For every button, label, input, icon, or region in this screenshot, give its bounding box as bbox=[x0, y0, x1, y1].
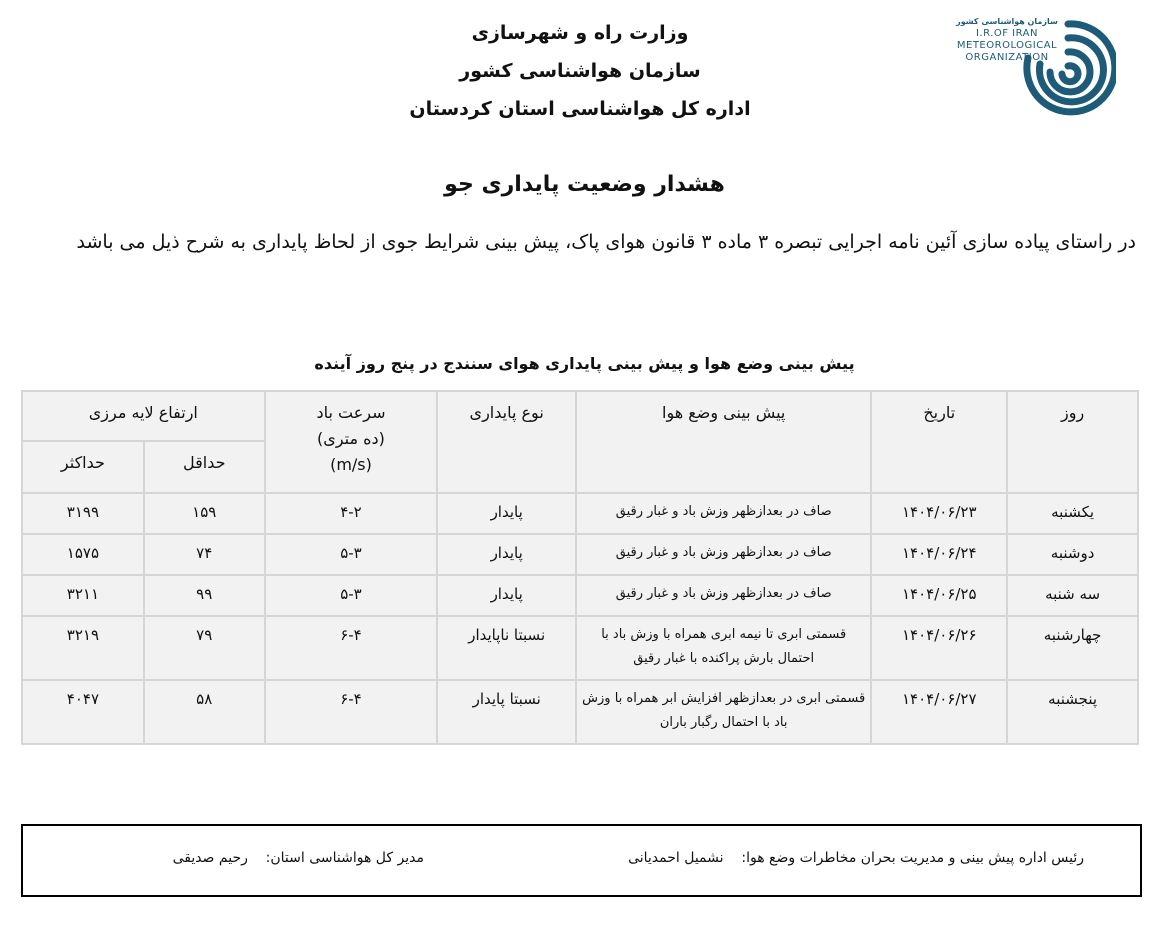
forecast-head-label: رئیس اداره پیش بینی و مدیریت بحران مخاطرات وضع هوا: bbox=[741, 850, 1084, 866]
cell-max: ۳۱۹۹ bbox=[22, 493, 144, 534]
header-boundary-layer: ارتفاع لایه مرزی bbox=[22, 391, 265, 441]
logo-persian-text: سازمان هواشناسی کشور bbox=[956, 17, 1058, 26]
cell-max: ۱۵۷۵ bbox=[22, 534, 144, 575]
cell-min: ۹۹ bbox=[144, 575, 265, 616]
cell-wind: ۵-۳ bbox=[265, 534, 438, 575]
department-name: اداره کل هواشناسی استان کردستان bbox=[409, 98, 751, 120]
cell-weather: قسمتی ابری تا نیمه ابری همراه با وزش باد با احتمال بارش پراکنده با غبار رقیق bbox=[576, 616, 871, 680]
forecast-table bbox=[21, 390, 1139, 745]
spiral-emblem-icon bbox=[1020, 18, 1116, 138]
table-row bbox=[22, 534, 1138, 575]
cell-weather: صاف در بعدازظهر وزش باد و غبار رقیق bbox=[576, 575, 871, 616]
logo-english-line-3: ORGANIZATION bbox=[965, 52, 1049, 63]
wind-height-label: (ده متری) bbox=[317, 429, 385, 448]
ministry-name: وزارت راه و شهرسازی bbox=[471, 22, 689, 44]
cell-max: ۴۰۴۷ bbox=[22, 680, 144, 744]
header-stability: نوع پایداری bbox=[437, 391, 576, 493]
cell-weather: صاف در بعدازظهر وزش باد و غبار رقیق bbox=[576, 493, 871, 534]
cell-wind: ۶-۴ bbox=[265, 616, 438, 680]
organization-header bbox=[380, 14, 780, 128]
cell-min: ۵۸ bbox=[144, 680, 265, 744]
cell-day: پنجشنبه bbox=[1007, 680, 1138, 744]
table-row bbox=[22, 680, 1138, 744]
header-day: روز bbox=[1007, 391, 1138, 493]
intro-paragraph: در راستای پیاده سازی آئین نامه اجرایی تبصره ۳ ماده ۳ قانون هوای پاک، پیش بینی شرایط جوی از لحاظ پایداری به شرح ذیل می باشد bbox=[76, 231, 1136, 253]
header-date: تاریخ bbox=[871, 391, 1007, 493]
table-row bbox=[22, 493, 1138, 534]
wind-speed-label: سرعت باد bbox=[316, 403, 386, 422]
cell-stability: پایدار bbox=[437, 534, 576, 575]
cell-wind: ۶-۴ bbox=[265, 680, 438, 744]
organization-logo bbox=[952, 16, 1116, 136]
logo-english-line-1: I.R.OF IRAN bbox=[975, 28, 1038, 39]
cell-stability: پایدار bbox=[437, 575, 576, 616]
cell-date: ۱۴۰۴/۰۶/۲۳ bbox=[871, 493, 1007, 534]
cell-day: یکشنبه bbox=[1007, 493, 1138, 534]
cell-day: چهارشنبه bbox=[1007, 616, 1138, 680]
director-signature bbox=[173, 850, 424, 866]
cell-date: ۱۴۰۴/۰۶/۲۶ bbox=[871, 616, 1007, 680]
header-weather: پیش بینی وضع هوا bbox=[576, 391, 871, 493]
cell-wind: ۴-۲ bbox=[265, 493, 438, 534]
cell-stability: پایدار bbox=[437, 493, 576, 534]
director-label: مدیر کل هواشناسی استان: bbox=[265, 850, 424, 866]
cell-date: ۱۴۰۴/۰۶/۲۷ bbox=[871, 680, 1007, 744]
cell-date: ۱۴۰۴/۰۶/۲۴ bbox=[871, 534, 1007, 575]
director-name: رحیم صدیقی bbox=[172, 850, 248, 866]
cell-stability: نسبتا پایدار bbox=[437, 680, 576, 744]
organization-name: سازمان هواشناسی کشور bbox=[459, 60, 701, 82]
logo-english-line-2: METEOROLOGICAL bbox=[956, 40, 1058, 51]
header-min: حداقل bbox=[144, 441, 265, 493]
cell-min: ۷۹ bbox=[144, 616, 265, 680]
cell-min: ۷۴ bbox=[144, 534, 265, 575]
wind-unit-label: (m/s) bbox=[330, 455, 372, 474]
cell-weather: صاف در بعدازظهر وزش باد و غبار رقیق bbox=[576, 534, 871, 575]
cell-stability: نسبتا ناپایدار bbox=[437, 616, 576, 680]
cell-wind: ۵-۳ bbox=[265, 575, 438, 616]
cell-min: ۱۵۹ bbox=[144, 493, 265, 534]
forecast-head-signature bbox=[628, 850, 1084, 866]
table-title: پیش بینی وضع هوا و پیش بینی پایداری هوای سنندج در پنج روز آینده bbox=[314, 354, 855, 373]
cell-day: دوشنبه bbox=[1007, 534, 1138, 575]
header-max: حداکثر bbox=[22, 441, 144, 493]
header-wind-speed bbox=[265, 391, 438, 493]
cell-date: ۱۴۰۴/۰۶/۲۵ bbox=[871, 575, 1007, 616]
table-row bbox=[22, 616, 1138, 680]
signature-box bbox=[21, 824, 1142, 897]
cell-max: ۳۲۱۱ bbox=[22, 575, 144, 616]
forecast-head-name: نشمیل احمدیانی bbox=[628, 850, 724, 866]
page-title: هشدار وضعیت پایداری جو bbox=[444, 172, 725, 197]
cell-day: سه شنبه bbox=[1007, 575, 1138, 616]
table-row bbox=[22, 575, 1138, 616]
cell-max: ۳۲۱۹ bbox=[22, 616, 144, 680]
cell-weather: قسمتی ابری در بعدازظهر افزایش ابر همراه با وزش باد با احتمال رگبار باران bbox=[576, 680, 871, 744]
